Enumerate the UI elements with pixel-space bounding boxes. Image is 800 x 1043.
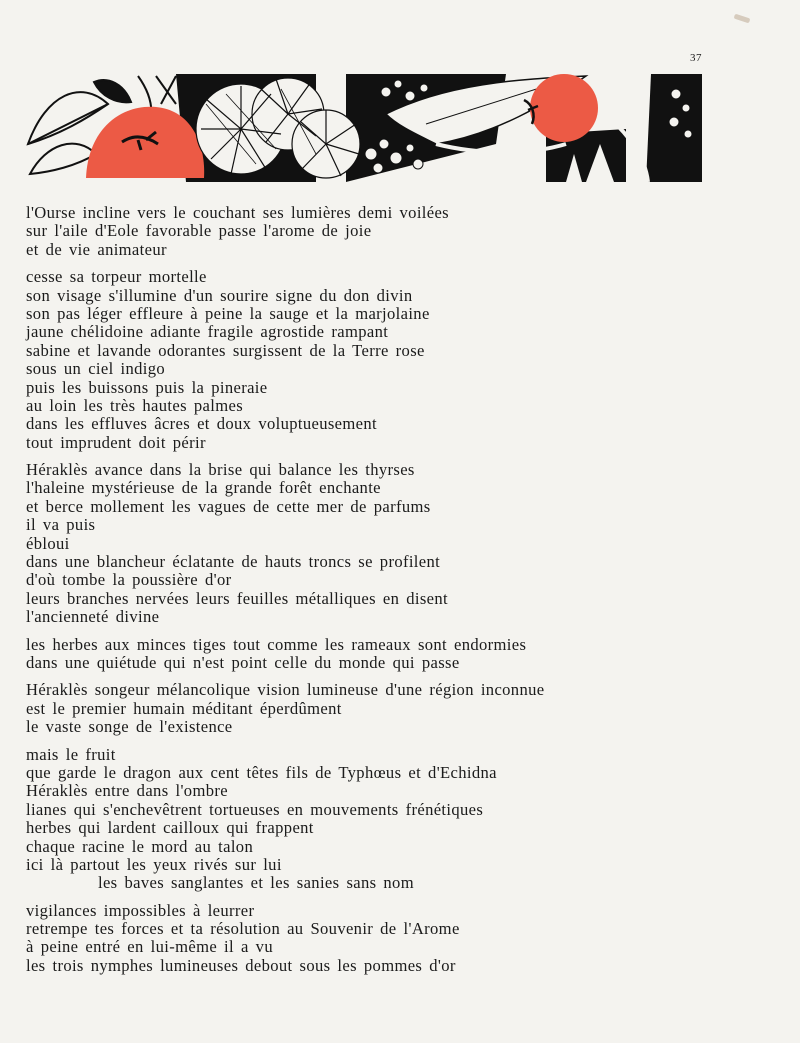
poem-line: ébloui [26,533,70,553]
stanza [26,636,706,673]
poem-line: son pas léger effleure à peine la sauge et la marjolaine [26,303,430,323]
poem-line: sabine et lavande odorantes surgissent de la Terre rose [26,340,425,360]
poem-line: lianes qui s'enchevêtrent tortueuses en mouvements frénétiques [26,799,484,819]
poem-line: mais le fruit [26,744,116,764]
stanza [26,902,706,976]
stanza [26,746,706,893]
poem-line: jaune chélidoine adiante fragile agrostide rampant [26,322,389,342]
poem-line: sur l'aile d'Eole favorable passe l'arome de joie [26,221,372,241]
floral-vignette [26,74,702,182]
poem-line: et berce mollement les vagues de cette mer de parfums [26,496,431,516]
poem-line: sous un ciel indigo [26,359,166,379]
poem-line: d'où tombe la poussière d'or [26,570,232,590]
poem-line: puis les buissons puis la pineraie [26,377,268,397]
poem-line: que garde le dragon aux cent têtes fils de Typhœus et d'Echidna [26,762,497,782]
poem-line: dans une blancheur éclatante de hauts troncs se profilent [26,552,441,572]
poem-line: il va puis [26,515,96,535]
poem-line: l'ancienneté divine [26,607,160,627]
poem-line: Héraklès entre dans l'ombre [26,781,228,801]
poem-line: herbes qui lardent cailloux qui frappent [26,818,314,838]
poem-line: ici là partout les yeux rivés sur lui [26,854,282,874]
poem-line: leurs branches nervées leurs feuilles métalliques en disent [26,588,448,608]
poem-line: est le premier humain méditant éperdûment [26,698,342,718]
poem-line: dans une quiétude qui n'est point celle du monde qui passe [26,652,460,672]
paper-mark [734,14,751,24]
poem-line: retrempe tes forces et ta résolution au Souvenir de l'Arome [26,919,460,939]
poem-line: à peine entré en lui-même il a vu [26,937,273,957]
page-number: 37 [690,52,702,64]
poem-line: et de vie animateur [26,239,167,259]
poem-line: les herbes aux minces tiges tout comme les rameaux sont endormies [26,634,527,654]
stanza [26,268,706,452]
poem-line: au loin les très hautes palmes [26,395,244,415]
stanza [26,461,706,627]
red-sun-right [530,74,598,142]
poem-line: les trois nymphes lumineuses debout sous les pommes d'or [26,955,456,975]
poem-line: Héraklès avance dans la brise qui balance les thyrses [26,460,415,480]
poem-line: son visage s'illumine d'un sourire signe du don divin [26,285,413,305]
poem-line: tout imprudent doit périr [26,432,206,452]
poem-line: les baves sanglantes et les sanies sans nom [98,873,414,893]
poem-line: le vaste songe de l'existence [26,717,233,737]
poem-line: chaque racine le mord au talon [26,836,254,856]
poem-line: vigilances impossibles à leurrer [26,900,255,920]
poem-line: l'Ourse incline vers le couchant ses lumières demi voilées [26,203,449,222]
poem-line: Héraklès songeur mélancolique vision lumineuse d'une région inconnue [26,680,545,700]
poem-line: cesse sa torpeur mortelle [26,267,207,287]
stanza [26,204,706,259]
poem-text [26,204,706,984]
poem-line: dans les effluves âcres et doux voluptueusement [26,414,377,434]
poem-line: l'haleine mystérieuse de la grande forêt enchante [26,478,381,498]
stanza [26,681,706,736]
